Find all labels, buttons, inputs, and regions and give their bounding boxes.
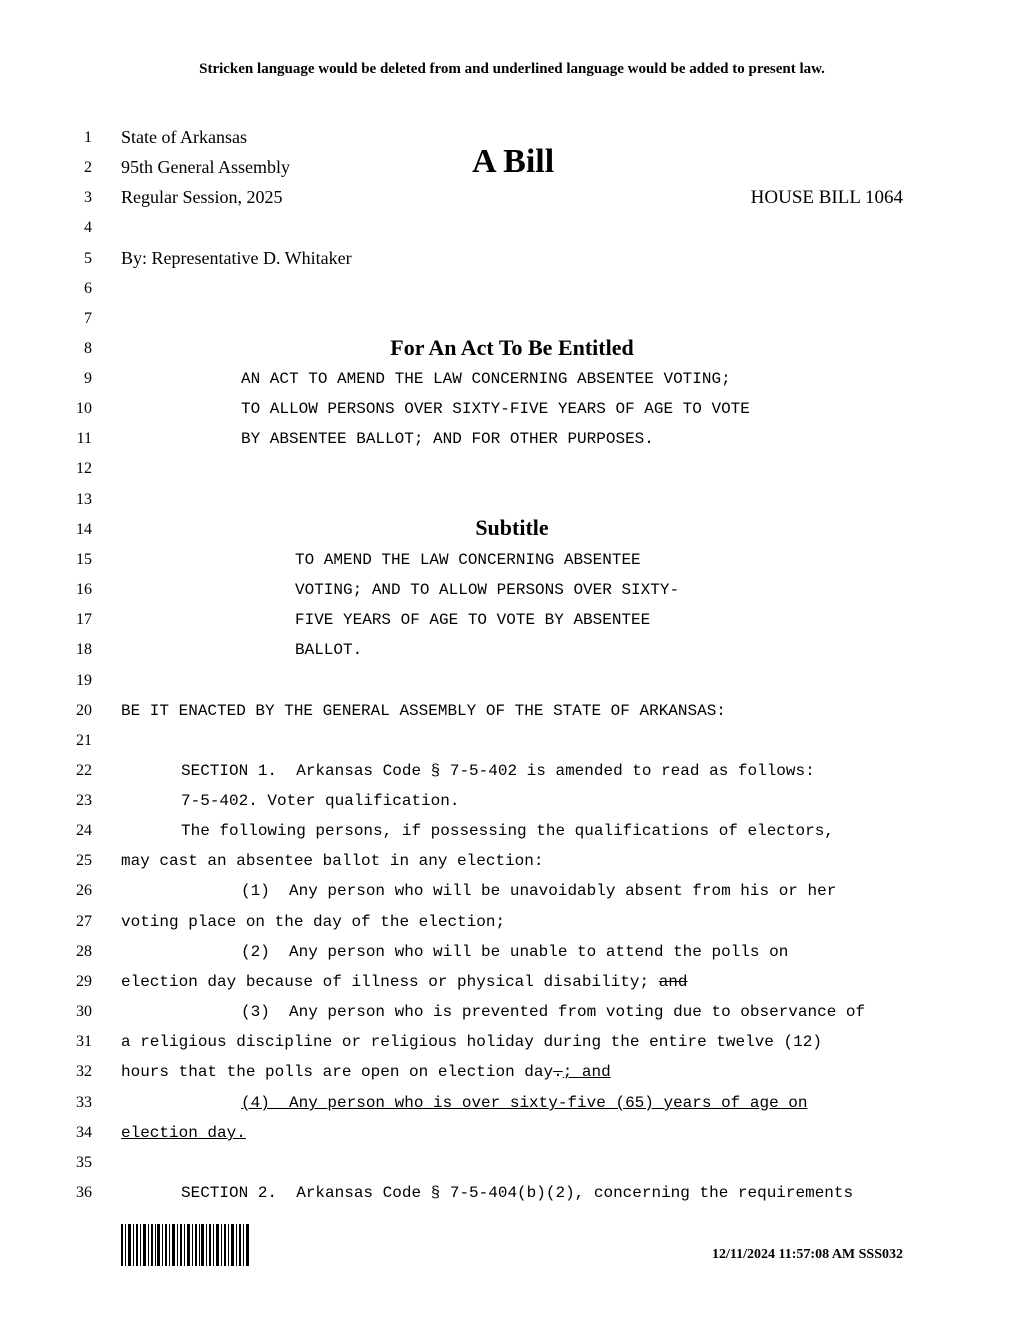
stricken-text: and — [658, 973, 688, 991]
line-number: 22 — [76, 762, 92, 779]
subtitle-heading: Subtitle — [475, 515, 549, 540]
body-line: voting place on the day of the election; — [121, 913, 506, 931]
line-number: 10 — [76, 400, 92, 417]
body-text: hours that the polls are open on election day — [121, 1063, 554, 1081]
line-number: 15 — [76, 551, 92, 568]
subtitle-line: TO AMEND THE LAW CONCERNING ABSENTEE — [295, 551, 641, 569]
line-number: 32 — [76, 1063, 92, 1080]
line-number: 26 — [76, 882, 92, 899]
general-assembly: 95th General Assembly — [121, 157, 290, 177]
line-number: 7 — [84, 310, 92, 327]
line-number: 35 — [76, 1154, 92, 1171]
amendment-notice: Stricken language would be deleted from and underlined language would be added to present law. — [199, 61, 825, 77]
line-number: 19 — [76, 672, 92, 689]
barcode-icon — [121, 1224, 249, 1266]
line-number: 16 — [76, 581, 92, 598]
body-line: The following persons, if possessing the qualifications of electors, — [181, 822, 834, 840]
line-number: 12 — [76, 460, 92, 477]
line-number: 33 — [76, 1094, 92, 1111]
code-section-title: 7-5-402. Voter qualification. — [181, 792, 460, 810]
line-number: 34 — [76, 1124, 92, 1141]
bill-number: HOUSE BILL 1064 — [750, 187, 903, 208]
line-number: 30 — [76, 1003, 92, 1020]
line-number: 29 — [76, 973, 92, 990]
entitled-line: BY ABSENTEE BALLOT; AND FOR OTHER PURPOSES. — [241, 430, 654, 448]
line-number: 27 — [76, 913, 92, 930]
line-number: 1 — [84, 129, 92, 146]
body-text: election day because of illness or physical disability; — [121, 973, 659, 991]
section-2-heading: SECTION 2. Arkansas Code § 7-5-404(b)(2), concerning the requirements — [181, 1184, 854, 1202]
item-1: (1) Any person who will be unavoidably absent from his or her — [241, 882, 837, 900]
line-number: 4 — [84, 219, 92, 236]
line-number: 28 — [76, 943, 92, 960]
body-line: a religious discipline or religious holiday during the entire twelve (12) — [121, 1033, 822, 1051]
line-number: 2 — [84, 159, 92, 176]
entitled-heading: For An Act To Be Entitled — [390, 335, 634, 360]
line-number: 5 — [84, 250, 92, 267]
line-number: 23 — [76, 792, 92, 809]
line-number: 36 — [76, 1184, 92, 1201]
session: Regular Session, 2025 — [121, 187, 283, 207]
section-1-heading: SECTION 1. Arkansas Code § 7-5-402 is amended to read as follows: — [181, 762, 815, 780]
line-number: 21 — [76, 732, 92, 749]
line-number: 25 — [76, 852, 92, 869]
sponsor: By: Representative D. Whitaker — [121, 248, 352, 268]
line-number: 11 — [76, 430, 92, 447]
line-number: 6 — [84, 280, 92, 297]
subtitle-line: VOTING; AND TO ALLOW PERSONS OVER SIXTY- — [295, 581, 680, 599]
line-number: 3 — [84, 189, 92, 206]
entitled-line: AN ACT TO AMEND THE LAW CONCERNING ABSENTEE VOTING; — [241, 370, 731, 388]
state-name: State of Arkansas — [121, 127, 247, 147]
line-number: 20 — [76, 702, 92, 719]
bill-title: A Bill — [472, 143, 555, 180]
document-timestamp: 12/11/2024 11:57:08 AM SSS032 — [712, 1247, 903, 1262]
added-item-4: (4) Any person who is over sixty-five (65) years of age on — [241, 1094, 808, 1112]
body-line — [121, 973, 688, 991]
item-2: (2) Any person who will be unable to attend the polls on — [241, 943, 789, 961]
subtitle-line: BALLOT. — [295, 641, 363, 659]
line-number: 8 — [84, 340, 92, 357]
subtitle-line: FIVE YEARS OF AGE TO VOTE BY ABSENTEE — [295, 611, 651, 629]
item-3: (3) Any person who is prevented from voting due to observance of — [241, 1003, 866, 1021]
added-text: election day. — [121, 1124, 246, 1142]
added-text: ; and — [562, 1063, 611, 1081]
stricken-text: . — [553, 1063, 563, 1081]
entitled-line: TO ALLOW PERSONS OVER SIXTY-FIVE YEARS OF AGE TO VOTE — [241, 400, 750, 418]
line-number: 9 — [84, 370, 92, 387]
line-number: 13 — [76, 491, 92, 508]
line-number: 17 — [76, 611, 92, 628]
line-number: 14 — [76, 521, 92, 538]
body-line: may cast an absentee ballot in any election: — [121, 852, 544, 870]
line-number: 18 — [76, 641, 92, 658]
enacting-clause: BE IT ENACTED BY THE GENERAL ASSEMBLY OF THE STATE OF ARKANSAS: — [121, 702, 726, 720]
line-number: 24 — [76, 822, 92, 839]
line-number: 31 — [76, 1033, 92, 1050]
body-line — [121, 1063, 611, 1081]
